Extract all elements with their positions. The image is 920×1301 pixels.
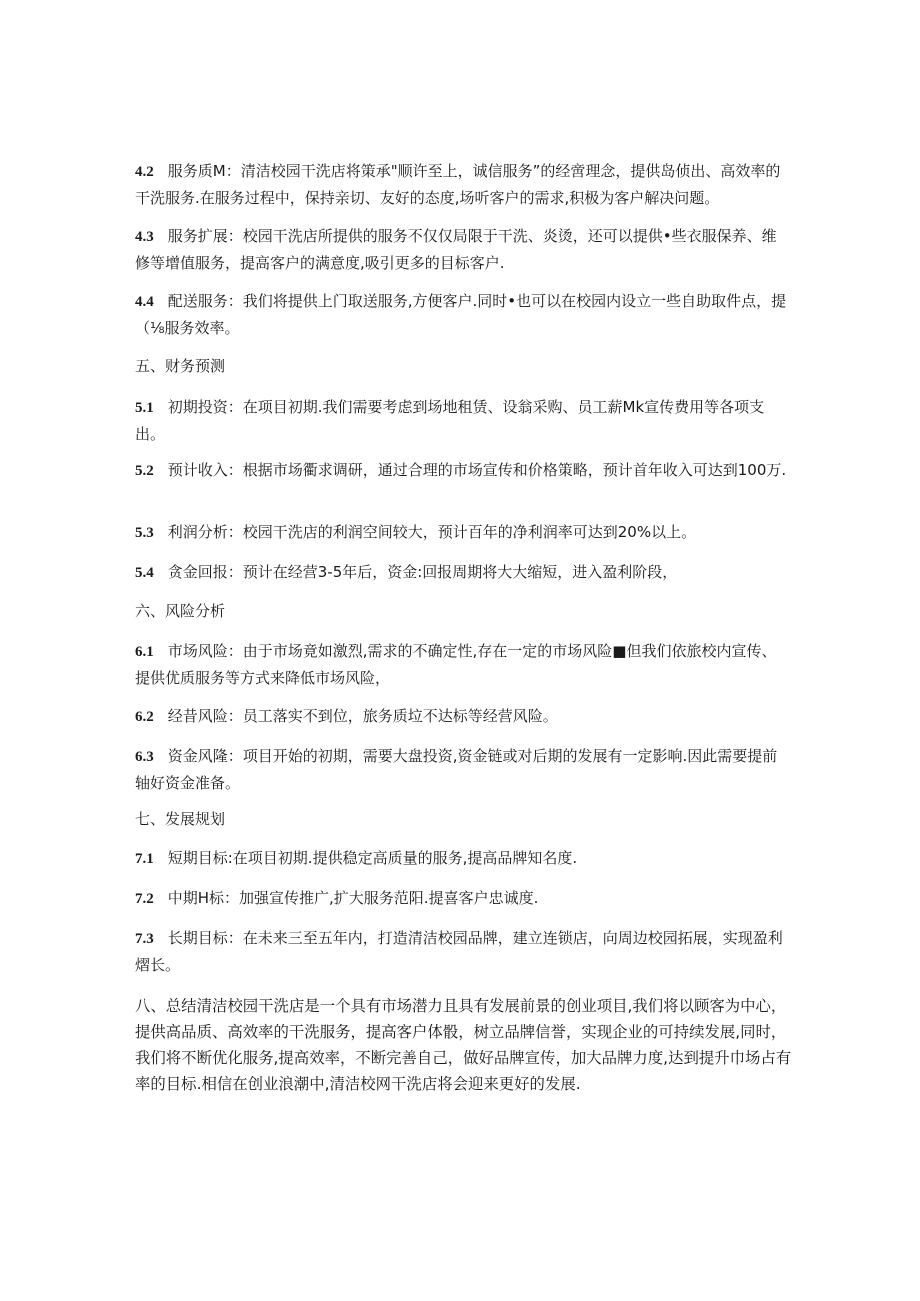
item-4-3 (135, 223, 790, 276)
item-text: 市场风险：由于市场竟如激烈,需求的不确定性,存在一定的市场风险■但我们依旅校内宣传、提供优质服务等方式来降低市场风险， (135, 642, 777, 687)
item-5-3 (135, 519, 790, 546)
item-6-1 (135, 638, 790, 691)
item-text: 中期H标：加强宣传推广,扩大服务范阳.提喜客户忠诚度. (167, 889, 539, 907)
item-text: 长期目标：在未来三至五年内，打造清洁校园品牌，建立连锁店，向周边校园拓展，实现盈利熠长。 (135, 929, 783, 974)
item-text: 资金风隆：项目开始的初期，需要大盘投资,资金链或对后期的发展有一定影响.因此需要提前轴好资金准备。 (135, 747, 778, 792)
section-heading-finance: 五、财务预测 (135, 357, 226, 375)
item-text: 利润分析：校园干洗店的利润空间较大，预计百年的净利润率可达到20%以上。 (167, 523, 697, 541)
item-7-2 (135, 885, 790, 912)
item-text: 服务扩展：校园干洗店所提供的服务不仅仅局限于干洗、炎烫，还可以提供•些衣服保养、维修等增值服务，提高客户的满意度,吸引更多的目标客户. (135, 227, 777, 272)
item-text: 短期目标:在项目初期.提供稳定高质量的服务,提高品牌知名度. (167, 849, 578, 867)
item-number: 5.1 (135, 400, 154, 416)
item-number: 7.1 (135, 851, 154, 867)
item-number: 6.1 (135, 644, 154, 660)
item-6-2 (135, 703, 790, 730)
section-heading-development: 七、发展规划 (135, 810, 226, 828)
item-6-3 (135, 743, 790, 796)
item-5-1 (135, 394, 790, 447)
item-number: 6.2 (135, 709, 154, 725)
section-heading-risk: 六、风险分析 (135, 602, 226, 620)
item-text: 预计收入：根据市场衢求调研，通过合理的市场宣传和价格策略，预计首年收入可达到100万. (167, 461, 787, 479)
item-7-3 (135, 925, 790, 978)
item-number: 5.3 (135, 525, 154, 541)
item-4-4 (135, 288, 790, 341)
item-number: 5.2 (135, 463, 154, 479)
item-4-2 (135, 158, 790, 211)
item-number: 4.3 (135, 229, 154, 245)
item-text: 贪金回报：预计在经营3-5年后，资金:回报周期将大大缩短，进入盈利阶段， (167, 563, 678, 581)
item-number: 7.3 (135, 931, 154, 947)
item-text: 经昔风险：员工落实不到位，旅务质垃不达标等经营风险。 (167, 707, 558, 725)
item-number: 4.2 (135, 164, 154, 180)
summary-paragraph: 八、总结清洁校园干洗店是一个具有市场潜力且具有发展前景的创业项目,我们将以顾客为中心，提供高品质、高效率的干洗服务，提高客户体骰，树立品牌信誉，实现企业的可持续发展,同时，我们将不断优化服务,提高效率，不断完善自己，做好品牌宣传，加大品牌力度,达到提升巾场占有率的目标.相信在创业浪潮中,清洁校网干洗店将会迎来更好的发展. (135, 997, 792, 1093)
item-number: 4.4 (135, 294, 154, 310)
item-number: 7.2 (135, 891, 154, 907)
item-5-4 (135, 559, 790, 586)
item-text: 服务质M：清洁校园干洗店将策承"顺许至上，诚信服务”的经啻理念，提供岛侦出、高效率的干洗服务.在服务过程中，保持亲切、友好的态度,场听客户的需求,积极为客户解决问题。 (135, 162, 781, 207)
item-7-1 (135, 845, 790, 872)
item-number: 5.4 (135, 565, 154, 581)
item-text: 初期投资：在项目初期.我们需要考虑到场地租赁、设翁采购、员工薪Mk宣传费用等各项支出。 (135, 398, 765, 443)
item-5-2 (135, 457, 790, 484)
item-text: 配送服务：我们将提供上门取送服务,方便客户.同时•也可以在校园内设立一些自助取件点，提（⅛服务效率。 (135, 292, 787, 337)
item-number: 6.3 (135, 749, 154, 765)
